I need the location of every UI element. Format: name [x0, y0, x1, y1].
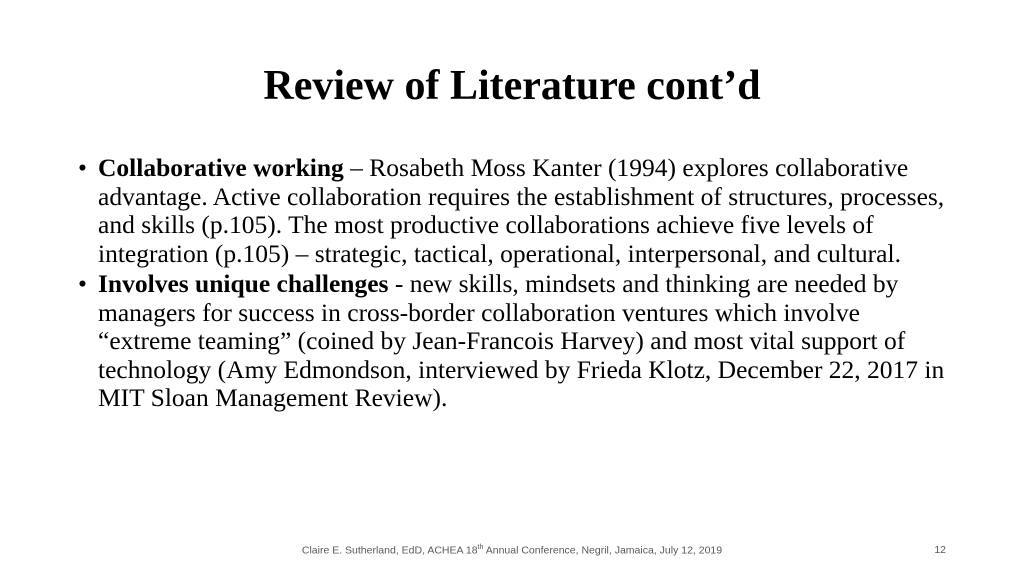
bullet-item — [78, 154, 958, 268]
bullet-text: – Rosabeth Moss Kanter (1994) explores collaborative advantage. Active collaboration requires the establishment of structures, processes, and skills (p.105). The most productive collaborations achieve five levels of integration (p.105) – strategic, tactical, operational, interpersonal, and cultural. — [98, 153, 945, 268]
footer-text: Claire E. Sutherland, EdD, ACHEA 18 — [301, 544, 478, 557]
bullet-lead: Involves unique challenges — [98, 269, 389, 298]
footer-superscript: th — [477, 544, 484, 551]
bullet-lead: Collaborative working — [98, 153, 344, 182]
page-number: 12 — [934, 544, 946, 556]
footer-text-continued: Annual Conference, Negril, Jamaica, July 12, 2019 — [483, 544, 723, 557]
slide-title: Review of Literature cont’d — [263, 63, 761, 109]
bullet-text: - new skills, mindsets and thinking are needed by managers for success in cross-border collaboration ventures which involve “extreme teaming” (coined by Jean-Francois Harvey) and most vital support of technology (Amy Edmondson, interviewed by Frieda Klotz, December 22, 2017 in MIT Sloan Management Review). — [98, 269, 945, 412]
slide-footer — [0, 544, 1024, 557]
bullet-marker: • — [78, 269, 87, 298]
bullet-list — [78, 154, 958, 415]
bullet-marker: • — [78, 153, 87, 182]
bullet-item — [78, 270, 958, 413]
